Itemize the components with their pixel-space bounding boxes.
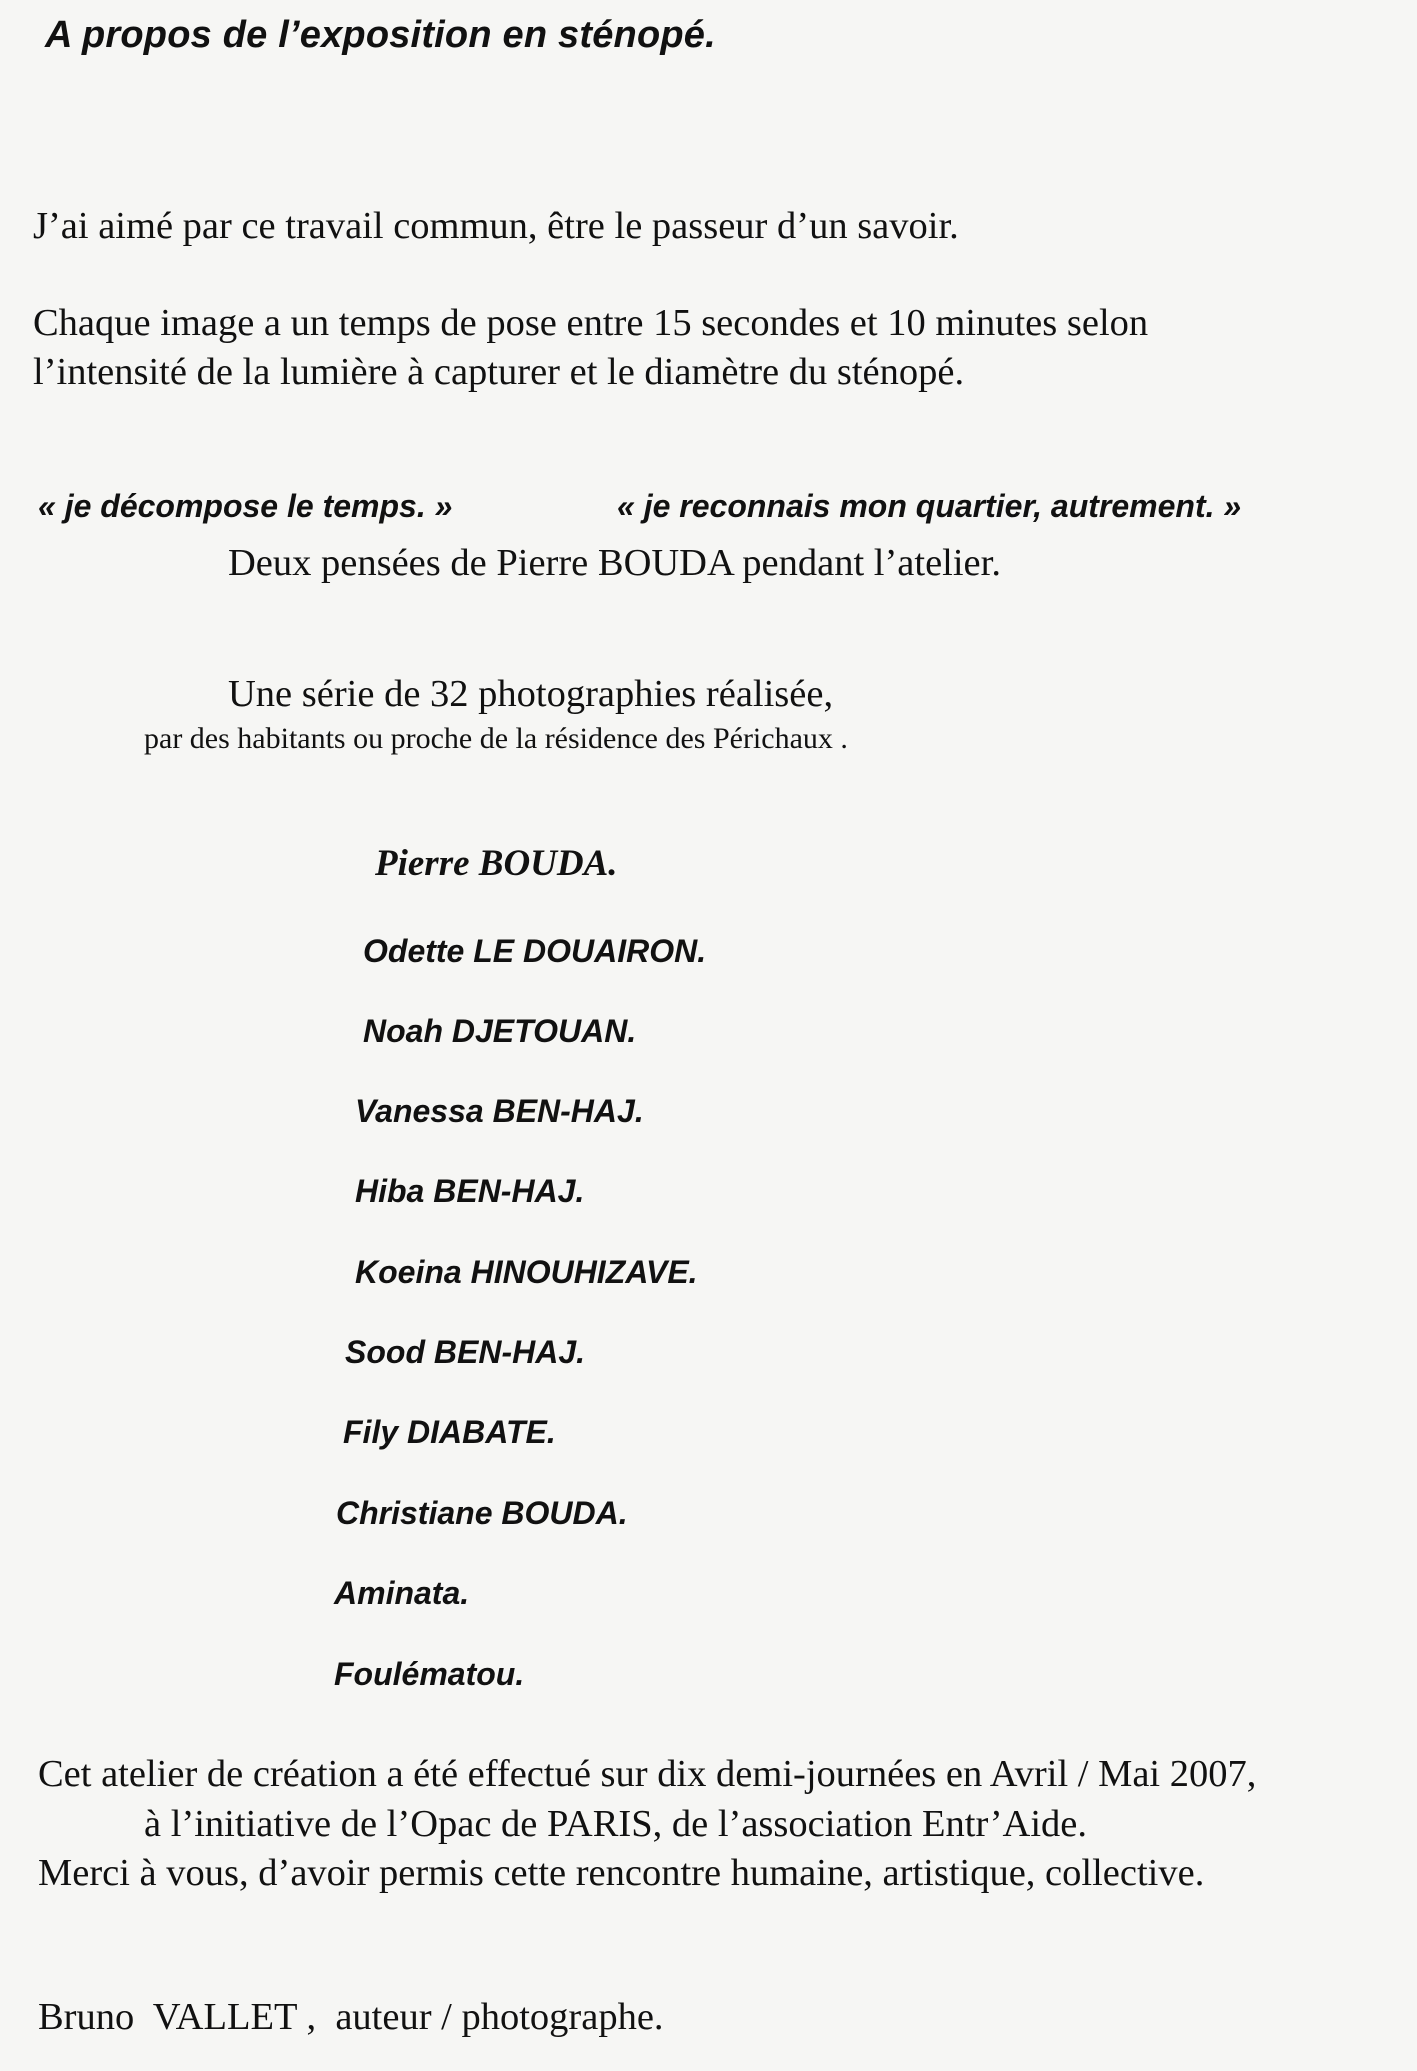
participant-name: Vanessa BEN-HAJ. bbox=[355, 1093, 644, 1129]
quote-attribution: Deux pensées de Pierre BOUDA pendant l’atelier. bbox=[228, 542, 1001, 584]
participant-name: Aminata. bbox=[334, 1575, 470, 1611]
participant-name: Hiba BEN-HAJ. bbox=[355, 1173, 585, 1209]
series-line-1: Une série de 32 photographies réalisée, bbox=[228, 673, 834, 715]
series-line-2: par des habitants ou proche de la résidence des Périchaux . bbox=[144, 722, 848, 755]
intro-line-1: J’ai aimé par ce travail commun, être le passeur d’un savoir. bbox=[33, 205, 959, 247]
page-title: A propos de l’exposition en sténopé. bbox=[45, 14, 716, 56]
participant-name: Christiane BOUDA. bbox=[336, 1495, 628, 1531]
signature: Bruno VALLET , auteur / photographe. bbox=[38, 1996, 664, 2038]
intro-line-2: Chaque image a un temps de pose entre 15 secondes et 10 minutes selon bbox=[33, 302, 1149, 344]
participant-name: Koeina HINOUHIZAVE. bbox=[355, 1254, 698, 1290]
closing-line-1: Cet atelier de création a été effectué sur dix demi-journées en Avril / Mai 2007, bbox=[38, 1753, 1257, 1795]
quote-2: « je reconnais mon quartier, autrement. » bbox=[617, 488, 1242, 524]
participant-name: Odette LE DOUAIRON. bbox=[363, 933, 707, 969]
closing-line-3: Merci à vous, d’avoir permis cette rencontre humaine, artistique, collective. bbox=[38, 1852, 1205, 1894]
closing-line-2: à l’initiative de l’Opac de PARIS, de l’association Entr’Aide. bbox=[144, 1803, 1088, 1845]
participant-name: Fily DIABATE. bbox=[343, 1414, 556, 1450]
quote-1: « je décompose le temps. » bbox=[38, 488, 453, 524]
intro-line-3: l’intensité de la lumière à capturer et le diamètre du sténopé. bbox=[33, 351, 965, 393]
participant-name: Pierre BOUDA. bbox=[375, 843, 618, 884]
participant-name: Sood BEN-HAJ. bbox=[345, 1334, 585, 1370]
participant-name: Noah DJETOUAN. bbox=[363, 1013, 637, 1049]
participant-name: Foulématou. bbox=[334, 1656, 525, 1692]
